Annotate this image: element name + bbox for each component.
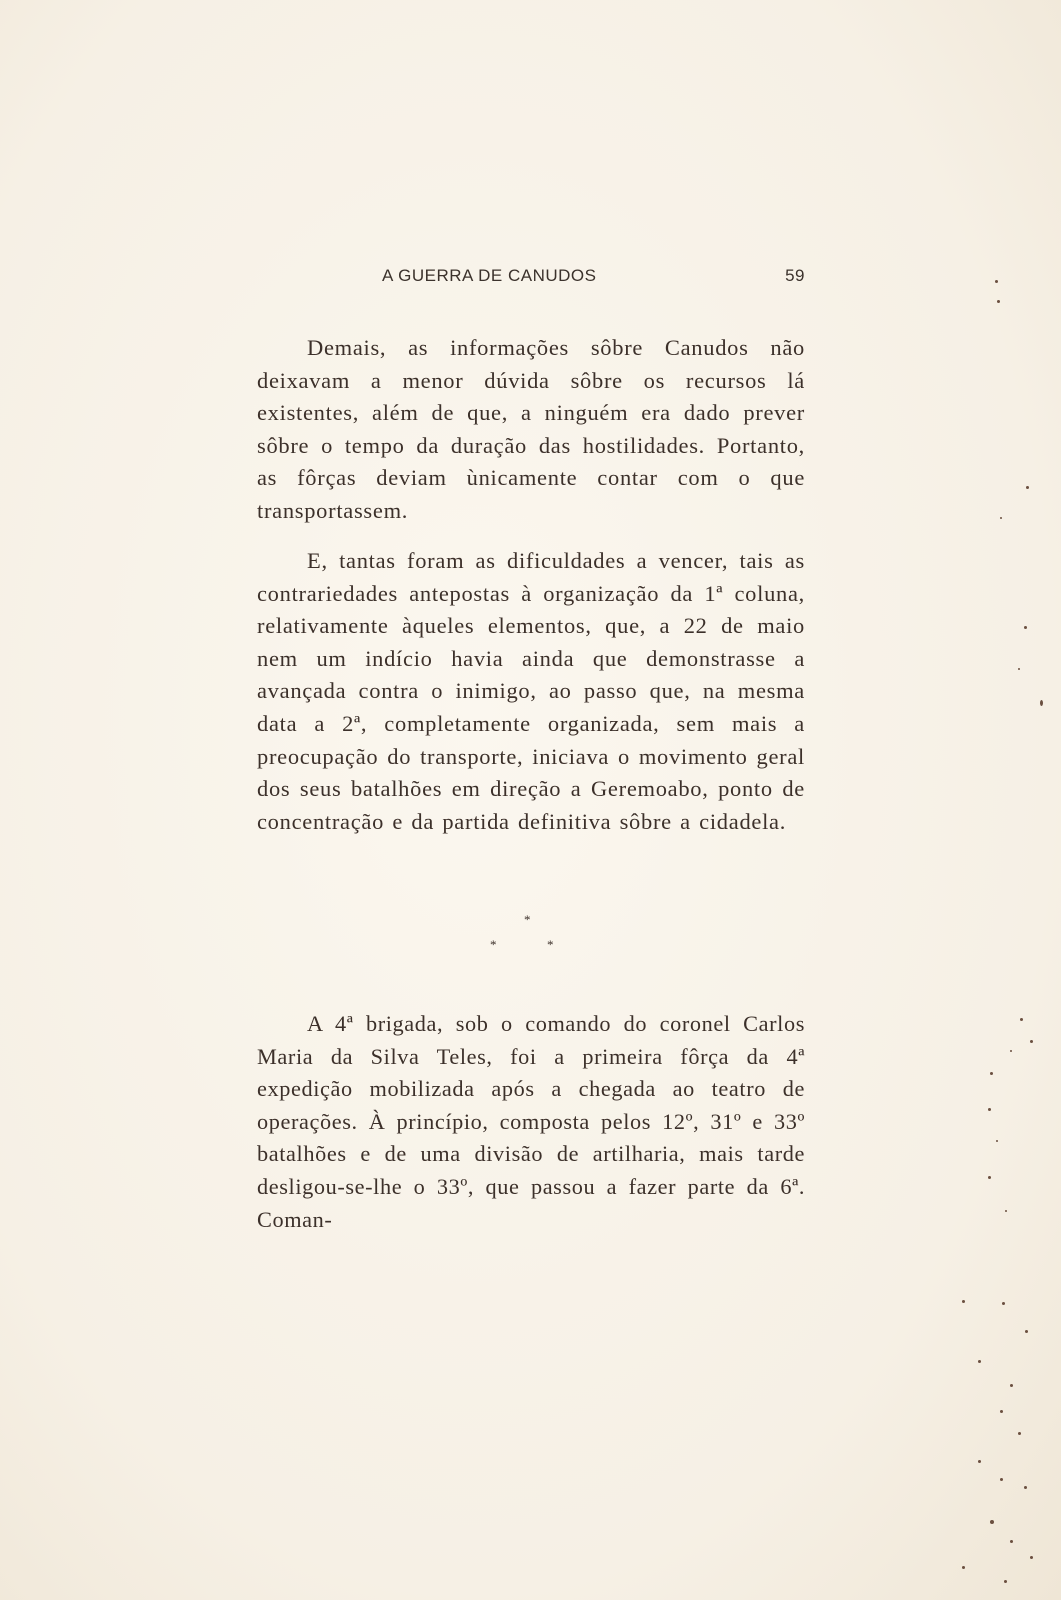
speck — [990, 1520, 994, 1524]
paragraph-1 — [257, 332, 805, 528]
speck — [978, 1360, 981, 1363]
speck — [1018, 668, 1020, 670]
speck — [1000, 1410, 1003, 1413]
speck — [962, 1300, 965, 1303]
speck — [1025, 1330, 1028, 1333]
speck — [1005, 1210, 1007, 1212]
speck — [988, 1108, 991, 1111]
speck — [1004, 1580, 1007, 1583]
page-number: 59 — [785, 266, 805, 285]
speck — [1020, 1018, 1023, 1021]
speck — [962, 1566, 965, 1569]
speck — [1024, 1486, 1027, 1489]
speck — [1040, 700, 1043, 706]
section-separator-asterism — [490, 912, 570, 962]
speck — [1018, 1432, 1021, 1435]
speck — [990, 1072, 993, 1075]
asterisk-left: * — [490, 937, 497, 952]
paragraph-2-text: E, tantas foram as dificuldades a vencer, tais as contrariedades antepostas à organização da 1ª coluna, relativamente àqueles elementos, que, a 22 de maio nem um indício havia ainda que demonstrasse a avançada contra o inimigo, ao passo que, na mesma data a 2ª, completamente organizada, sem mais a preocupação do transporte, iniciava o movimento geral dos seus batalhões em direção a Geremoabo, ponto de concentração e da partida definitiva sôbre a cidadela. — [257, 548, 805, 834]
paragraph-3 — [257, 1008, 805, 1236]
paragraph-1-text: Demais, as informações sôbre Canudos não deixavam a menor dúvida sôbre os recursos lá existentes, além de que, a ninguém era dado prever sôbre o tempo da duração das hostilidades. Portanto, as fôrças deviam ùnicamente contar com o que transportassem. — [257, 335, 805, 523]
speck — [1030, 1040, 1033, 1043]
speck — [996, 1140, 998, 1142]
speck — [1010, 1540, 1013, 1543]
speck — [988, 1176, 991, 1179]
speck — [978, 1460, 981, 1463]
speck — [1002, 1302, 1005, 1305]
speck — [1030, 1556, 1033, 1559]
speck — [1000, 1478, 1003, 1481]
speck — [1026, 486, 1029, 489]
speck — [995, 280, 998, 283]
speck — [1000, 517, 1002, 519]
speck — [1010, 1050, 1012, 1052]
asterisk-right: * — [547, 937, 554, 952]
running-head-title: A GUERRA DE CANUDOS — [382, 266, 597, 285]
paragraph-3-text: A 4ª brigada, sob o comando do coronel Carlos Maria da Silva Teles, foi a primeira fôrça da 4ª expedição mobilizada após a chegada ao teatro de operações. À princípio, composta pelos 12º, 31º e 33º batalhões e de uma divisão de artilharia, mais tarde desligou-se-lhe o 33º, que passou a fazer parte da 6ª. Coman- — [257, 1011, 805, 1232]
speck — [997, 300, 1000, 303]
asterisk-top: * — [524, 912, 531, 927]
running-head — [250, 266, 805, 290]
speck — [1024, 626, 1027, 629]
speck — [1010, 1384, 1013, 1387]
paragraph-2 — [257, 545, 805, 838]
